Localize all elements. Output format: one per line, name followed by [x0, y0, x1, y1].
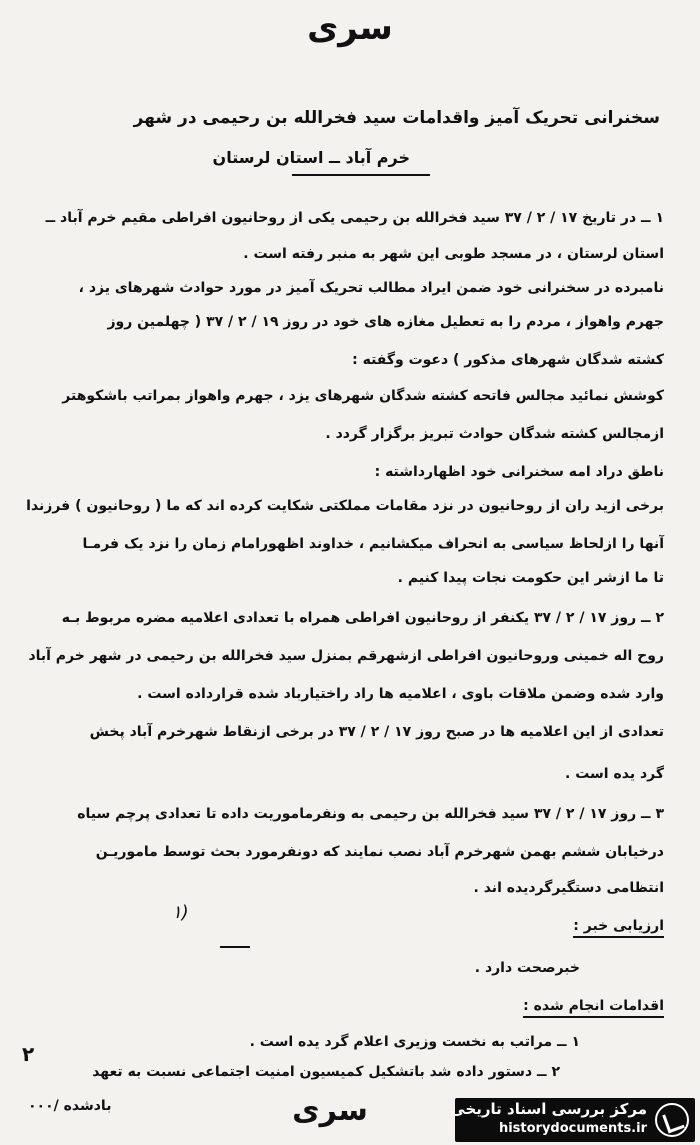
divider	[220, 946, 250, 948]
action-note: بادشده /۰۰۰	[28, 1098, 112, 1114]
evaluation-text: خبرصحت دارد .	[474, 960, 580, 976]
section1-line: نامبرده در سخنرانی خود ضمن ایراد مطالب تحریک آمیز در مورد حوادث شهرهای یزد ،	[78, 280, 664, 296]
watermark-url: historydocuments.ir	[498, 1121, 647, 1136]
classification-stamp-top: سری	[307, 8, 393, 48]
section1-line: تا ما ازشر این حکومت نجات پیدا کنیم .	[397, 570, 664, 586]
section3-line: ۳ ــ روز ۱۷ / ۲ / ۳۷ سید فخرالله بن رحیمی به ونفرماموریت داده تا تعدادی پرچم سیاه	[77, 806, 664, 822]
page-number: ۲	[22, 1042, 35, 1066]
section1-line: ۱ ــ در تاریخ ۱۷ / ۲ / ۳۷ سید فخرالله بن رحیمی یکی از روحانیون افراطی مقیم خرم آباد ــ	[45, 210, 664, 226]
section1-line: استان لرستان ، در مسجد طوبی این شهر به منبر رفته است .	[243, 246, 664, 262]
section1-line: کشته شدگان شهرهای مذکور ) دعوت وگفته :	[352, 352, 664, 368]
section1-line: کوشش نمائید مجالس فاتحه کشته شدگان شهرهای یزد ، جهرم واهواز بمراتب باشکوهتر	[62, 388, 664, 404]
section1-line: ناطق دراد امه سخنرانی خود اظهارداشته :	[374, 464, 664, 480]
title-underline	[292, 174, 430, 176]
archive-watermark	[450, 1098, 695, 1142]
action-item: ۲ ــ دستور داده شد باتشکیل کمیسیون امنیت اجتماعی نسبت به تعهد	[92, 1064, 560, 1080]
section2-line: گرد یده است .	[565, 766, 664, 782]
action-item: ۱ ــ مراتب به نخست وزیری اعلام گرد یده است .	[249, 1034, 580, 1050]
section2-line: تعدادی از این اعلامیه ها در صبح روز ۱۷ / ۲ / ۳۷ در برخی ازنقاط شهرخرم آباد پخش	[89, 724, 664, 740]
handwritten-mark: (۱	[172, 902, 189, 923]
section2-line: وارد شده وضمن ملاقات باوی ، اعلامیه ها راد راختیارباد شده قرارداده است .	[137, 686, 664, 702]
section2-line: ۲ ــ روز ۱۷ / ۲ / ۳۷ یکنفر از روحانیون افراطی همراه با تعدادی اعلامیه مضره مربوط بـه	[61, 610, 664, 626]
section1-line: آنها را ازلحاظ سیاسی به انحراف میکشانیم ، خداوند اظهورامام زمان را نزد یک فرمـا	[82, 536, 664, 552]
section1-line: برخی ازید ران از روحانیون در نزد مقامات مملکتی شکایت کرده اند که ما ( روحانیون ) فرزندا	[26, 498, 664, 514]
section3-line: انتظامی دستگیرگردیده اند .	[473, 880, 664, 896]
archive-logo-icon	[655, 1103, 689, 1137]
section3-line: درخیابان ششم بهمن شهرخرم آباد نصب نمایند که دونفرمورد بحث توسط ماموریـن	[95, 844, 664, 860]
section2-line: روح اله خمینی وروحانیون افراطی ازشهرقم بمنزل سید فخرالله بن رحیمی در شهر خرم آباد	[28, 648, 664, 664]
classification-stamp-bottom: سری	[292, 1093, 368, 1128]
section1-line: ازمجالس کشته شدگان حوادث تبریز برگزار گردد .	[325, 426, 664, 442]
section1-line: جهرم واهواز ، مردم را به تعطیل مغازه های خود در روز ۱۹ / ۲ / ۳۷ ( چهلمین روز	[107, 314, 664, 330]
document-subtitle: خرم آباد ــ استان لرستان	[212, 148, 410, 167]
document-title: سخنرانی تحریک آمیز واقدامات سید فخرالله بن رحیمی در شهر	[133, 108, 660, 128]
actions-heading: اقدامات انجام شده :	[523, 996, 664, 1016]
watermark-title: مرکز بررسی اسناد تاریخی	[450, 1100, 647, 1118]
evaluation-heading: ارزیابی خبر :	[573, 916, 664, 936]
